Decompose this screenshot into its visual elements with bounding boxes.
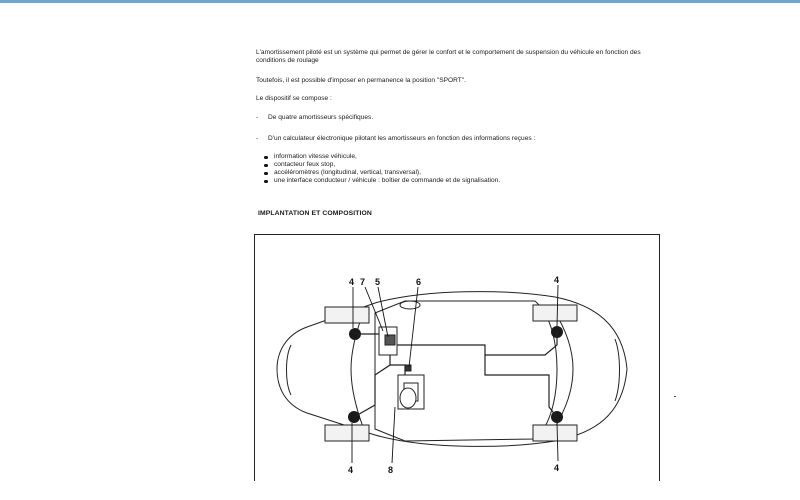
callout-shock-rear-bottom: 4 — [554, 463, 560, 473]
dash-item-text: D'un calculateur électronique pilotant les amortisseurs en fonction des informations reçues : — [268, 135, 536, 142]
leader-8 — [392, 407, 395, 463]
dash-marker: - — [256, 135, 259, 142]
harness-front-bottom — [354, 345, 390, 417]
callout-shock-front-bottom: 4 — [348, 465, 354, 475]
gear-knob — [400, 388, 416, 408]
control-panel — [385, 335, 395, 345]
front-bumper-outline — [287, 345, 292, 395]
intro-paragraph: L'amortissement piloté est un système qui permet de gérer le confort et le comportement de suspension du véhicule en fonction des conditions de roulage — [256, 49, 641, 65]
callout-6: 6 — [416, 277, 422, 287]
callout-8: 8 — [388, 465, 394, 475]
wheel-rear-left — [533, 305, 577, 321]
bullet-list — [264, 153, 664, 185]
composition-paragraph: Le dispositif se compose : — [256, 95, 332, 102]
wheel-front-right — [325, 425, 369, 441]
scan-speck — [674, 396, 676, 397]
sport-paragraph: Toutefois, il est possible d'imposer en permanence la position "SPORT". — [256, 77, 466, 84]
car-top-view-drawing — [255, 235, 659, 481]
accelerometer — [405, 365, 411, 371]
list-item: accéléromètres (longitudinal, vertical, transversal), — [264, 169, 664, 177]
callout-5: 5 — [375, 277, 381, 287]
callout-shock-front-top: 4 — [349, 277, 355, 287]
list-item: contacteur feux stop, — [264, 161, 664, 169]
callout-shock-rear-top: 4 — [554, 275, 560, 285]
wheel-front-left — [325, 307, 369, 323]
list-item: information vitesse véhicule, — [264, 153, 664, 161]
dash-item-text: De quatre amortisseurs spécifiques. — [268, 114, 374, 121]
leader-6 — [409, 287, 418, 367]
steering-wheel — [400, 301, 420, 309]
cabin-outline — [375, 301, 557, 441]
section-heading: IMPLANTATION ET COMPOSITION — [258, 210, 372, 217]
car-layout-diagram — [254, 234, 660, 481]
wheel-rear-right — [533, 425, 577, 441]
tail-outline — [615, 339, 620, 401]
dash-marker: - — [256, 114, 259, 121]
top-accent-bar — [0, 0, 800, 3]
callout-7: 7 — [360, 277, 366, 287]
list-item: une interface conducteur / véhicule : boîtier de commande et de signalisation. — [264, 177, 664, 185]
harness-rear — [485, 355, 557, 417]
